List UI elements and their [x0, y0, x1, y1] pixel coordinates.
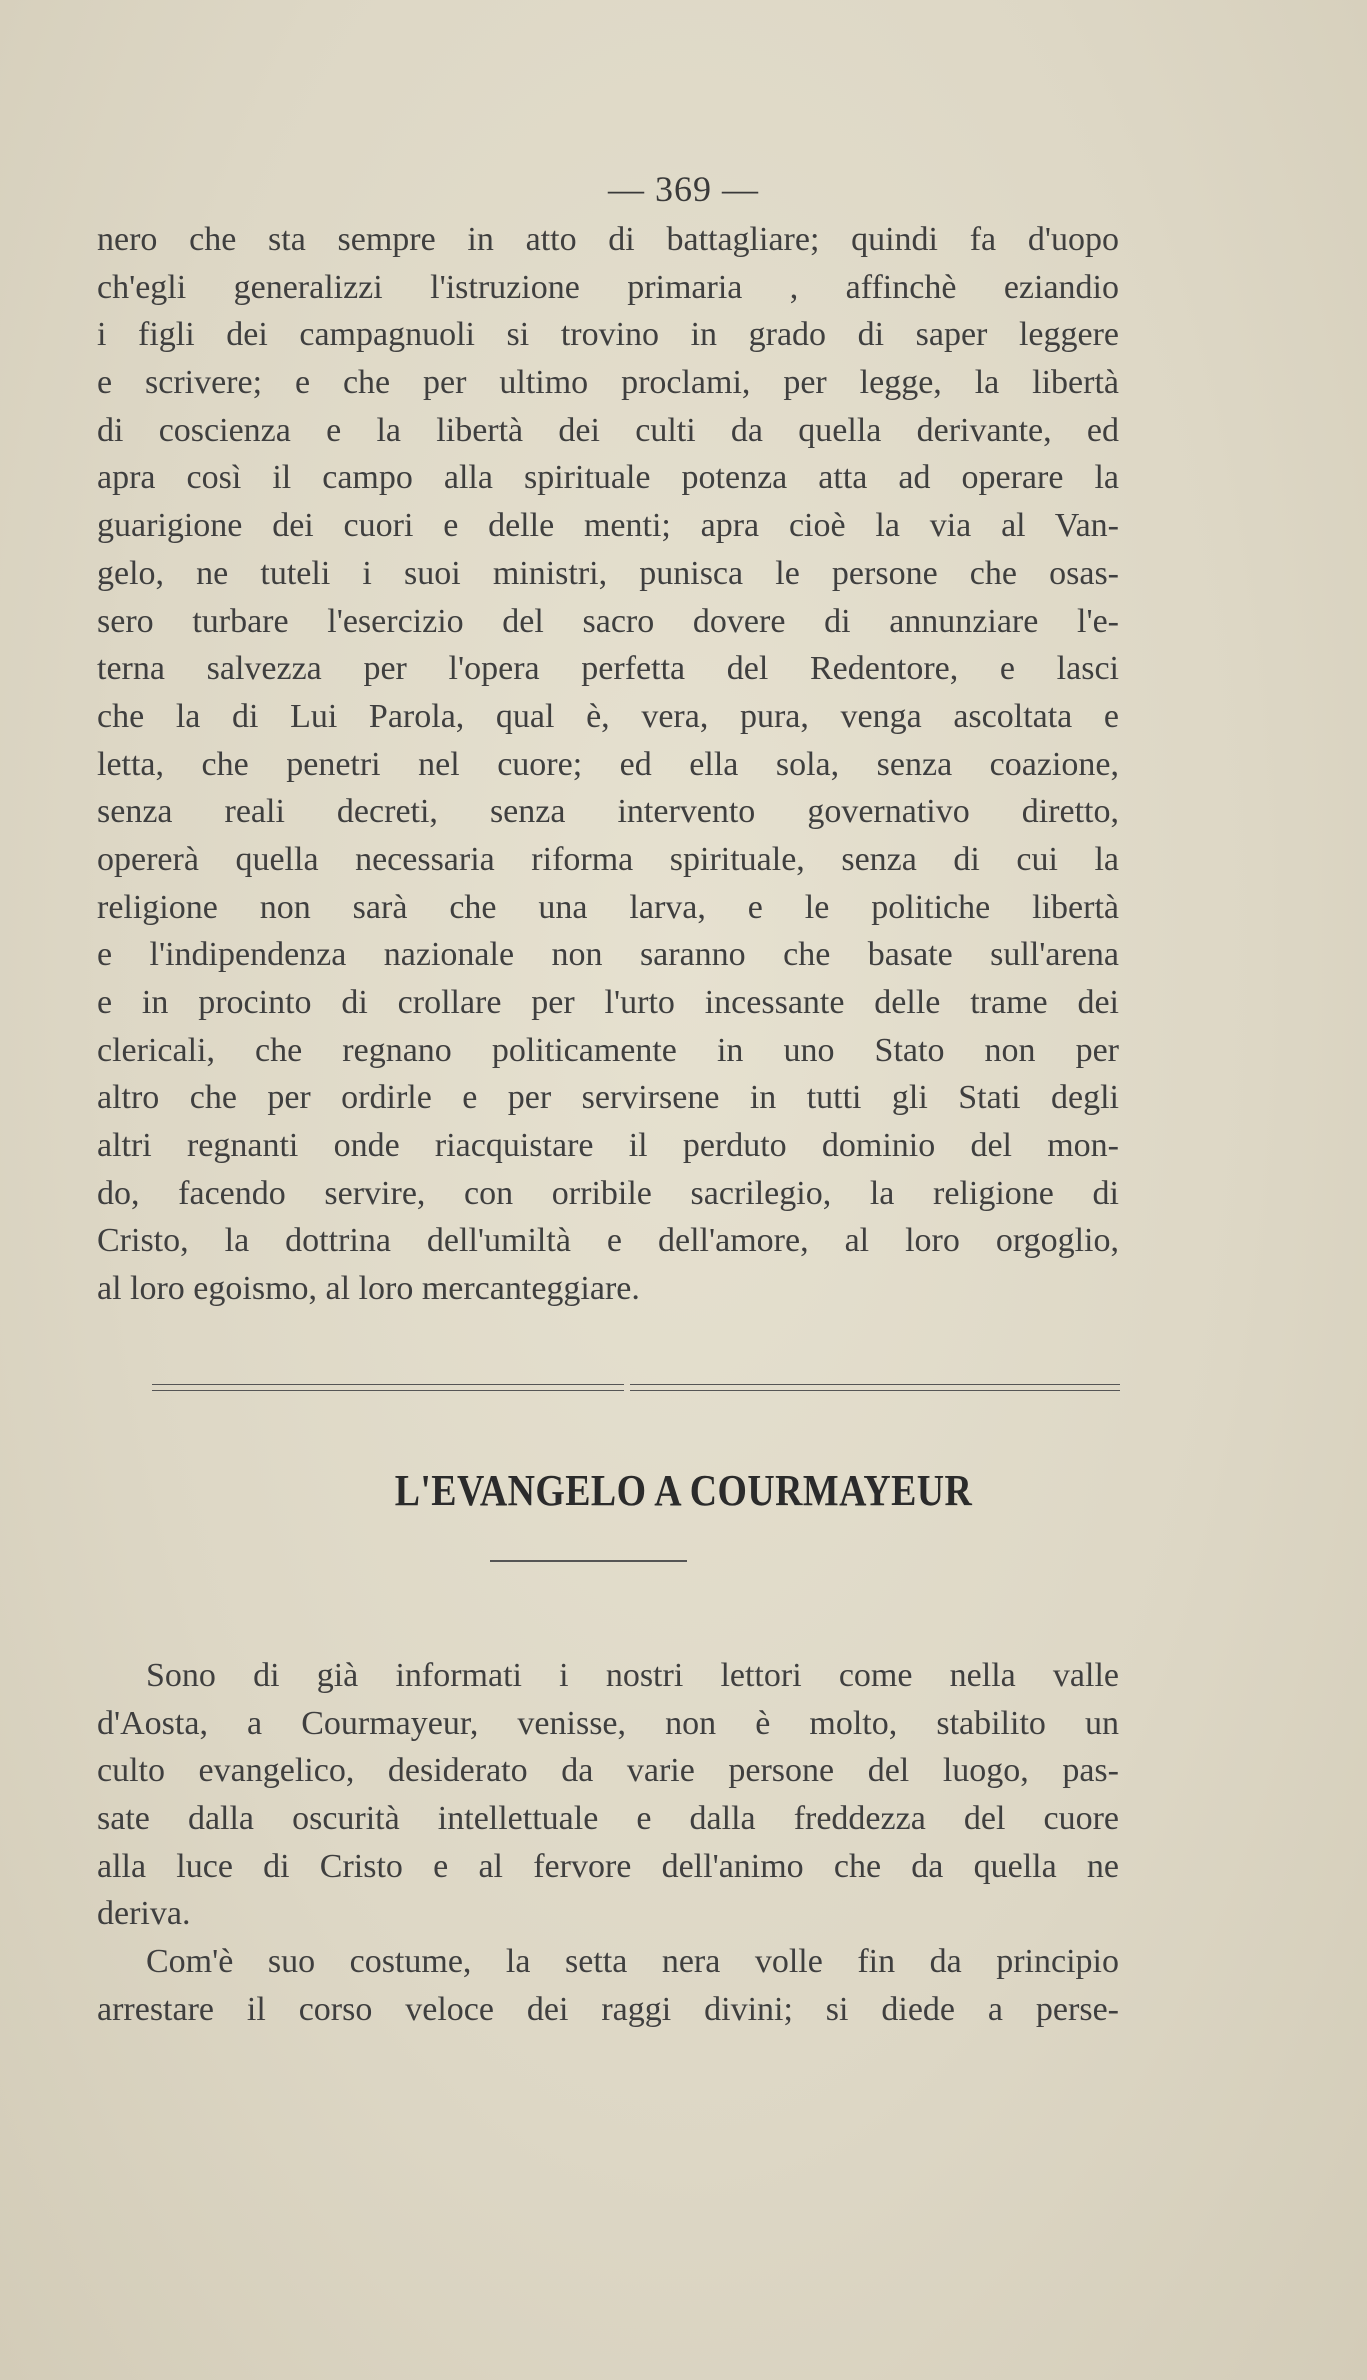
text-line: religione non sarà che una larva, e le politiche libertà [97, 888, 1119, 926]
text-line: deriva. [97, 1895, 191, 1933]
text-line: arrestare il corso veloce dei raggi divini; si diede a perse- [97, 1990, 1119, 2028]
text-line: Sono di già informati i nostri lettori come nella valle [146, 1657, 1119, 1694]
paragraph-continued [97, 216, 1119, 1313]
text-line: clericali, che regnano politicamente in uno Stato non per [97, 1031, 1119, 1069]
text-line: e scrivere; e che per ultimo proclami, per legge, la libertà [97, 364, 1119, 402]
text-line: altri regnanti onde riacquistare il perduto dominio del mon- [97, 1127, 1119, 1165]
text-line: Cristo, la dottrina dell'umiltà e dell'amore, al loro orgoglio, [97, 1222, 1119, 1260]
text-line: do, facendo servire, con orribile sacrilegio, la religione di [97, 1174, 1119, 1212]
page-number: — 369 — [608, 169, 759, 209]
text-line: al loro egoismo, al loro mercanteggiare. [97, 1270, 640, 1308]
text-line: Com'è suo costume, la setta nera volle fin da principio [146, 1943, 1119, 1981]
text-line: senza reali decreti, senza intervento governativo diretto, [97, 793, 1119, 831]
heading-underline-rule [490, 1560, 687, 1562]
text-line: ch'egli generalizzi l'istruzione primaria , affinchè eziandio [97, 268, 1119, 306]
text-line: d'Aosta, a Courmayeur, venisse, non è molto, stabilito un [97, 1704, 1119, 1742]
text-line: di coscienza e la libertà dei culti da quella derivante, ed [97, 411, 1119, 449]
text-line: culto evangelico, desiderato da varie persone del luogo, pas- [97, 1752, 1119, 1790]
text-line: sate dalla oscurità intellettuale e dalla freddezza del cuore [97, 1800, 1119, 1838]
text-line: terna salvezza per l'opera perfetta del Redentore, e lasci [97, 650, 1119, 688]
text-line: apra così il campo alla spirituale potenza atta ad operare la [97, 459, 1119, 497]
text-line: alla luce di Cristo e al fervore dell'animo che da quella ne [97, 1847, 1119, 1885]
text-line: sero turbare l'esercizio del sacro dovere di annunziare l'e- [97, 602, 1119, 640]
text-line: i figli dei campagnuoli si trovino in grado di saper leggere [97, 316, 1119, 354]
text-line: gelo, ne tuteli i suoi ministri, punisca le persone che osas- [97, 554, 1119, 592]
text-line: altro che per ordirle e per servirsene in tutti gli Stati degli [97, 1079, 1119, 1117]
article-heading: L'EVANGELO A COURMAYEUR [394, 1466, 973, 1515]
section-divider-double-rule [152, 1384, 1120, 1391]
article-body [97, 1652, 1119, 2034]
text-line: e l'indipendenza nazionale non saranno che basate sull'arena [97, 936, 1119, 974]
text-line: letta, che penetri nel cuore; ed ella sola, senza coazione, [97, 745, 1119, 783]
text-line: opererà quella necessaria riforma spirituale, senza di cui la [97, 840, 1119, 878]
text-line: guarigione dei cuori e delle menti; apra cioè la via al Van- [97, 507, 1119, 545]
text-line: e in procinto di crollare per l'urto incessante delle trame dei [97, 984, 1119, 1021]
text-line: nero che sta sempre in atto di battagliare; quindi fa d'uopo [97, 221, 1119, 258]
text-line: che la di Lui Parola, qual è, vera, pura, venga ascoltata e [97, 697, 1119, 735]
